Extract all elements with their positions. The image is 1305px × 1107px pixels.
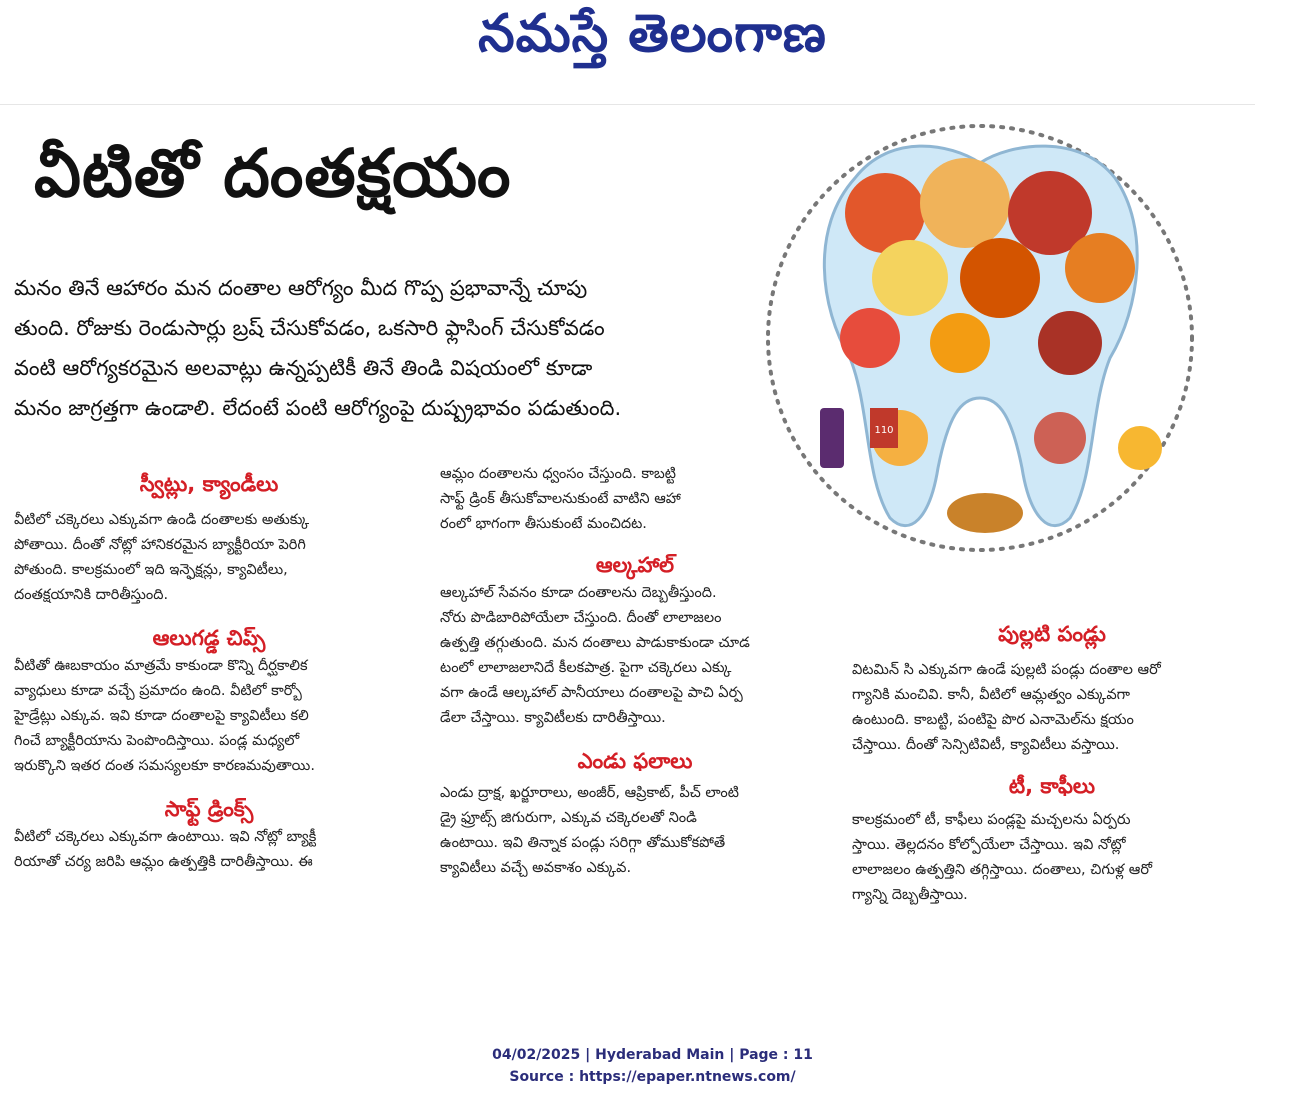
section-heading-softdrinks: సాఫ్ట్ డ్రింక్స్	[164, 797, 254, 821]
body-line: విటమిన్ సి ఎక్కువగా ఉండే పుల్లటి పండ్లు దంతాల ఆరో	[852, 662, 1161, 678]
food-item	[1034, 412, 1086, 464]
body-line: సాఫ్ట్ డ్రింక్ తీసుకోవాలనుకుంటే వాటిని ఆహా	[440, 491, 681, 507]
intro-line: తుంది. రోజుకు రెండుసార్లు బ్రష్ చేసుకోవడం, ఒకసారి ఫ్లాసింగ్ చేసుకోవడం	[14, 316, 605, 340]
section-heading-dryfruits: ఎండు ఫలాలు	[577, 749, 693, 773]
body-line: ఎండు ద్రాక్ష, ఖర్జూరాలు, అంజీర్, ఆప్రికాట్, పీచ్ లాంటి	[440, 785, 739, 801]
bottle-icon	[820, 408, 844, 468]
body-line: ఆమ్లం దంతాలను ధ్వంసం చేస్తుంది. కాబట్టి	[440, 466, 677, 482]
body-line: నోరు పొడిబారిపోయేలా చేస్తుంది. దీంతో లాలాజలం	[440, 610, 722, 626]
body-line: వగా ఉండే ఆల్కహాల్ పానీయాలు దంతాలపై పాచి ఏర్ప	[440, 685, 743, 701]
body-line: హైడ్రేట్లు ఎక్కువ. ఇవి కూడా దంతాలపై క్యావిటీలు కలి	[14, 708, 309, 724]
body-line: గించే బ్యాక్టీరియాను పెంపొందిస్తాయి. పండ్ల మధ్యలో	[14, 733, 300, 749]
body-line: దంతక్షయానికి దారితీస్తుంది.	[14, 587, 169, 603]
body-line: గ్యానికి మంచివి. కానీ, వీటిలో ఆమ్లత్వం ఎక్కువగా	[852, 687, 1130, 703]
body-line: పోతుంది. కాలక్రమంలో ఇది ఇన్ఫెక్షన్లు, క్యావిటీలు,	[14, 562, 288, 578]
article-headline: వీటితో దంతక్షయం	[34, 135, 512, 212]
section-heading-sweets: స్వీట్లు, క్యాండీలు	[139, 472, 279, 496]
body-line: వీటిలో చక్కెరలు ఎక్కువగా ఉండి దంతాలకు అతుక్కు	[14, 512, 310, 528]
masthead-divider	[0, 104, 1255, 105]
body-line: వ్యాధులు కూడా వచ్చే ప్రమాదం ఉంది. వీటిలో కార్బో	[14, 683, 302, 699]
body-line: వీటిలో చక్కెరలు ఎక్కువగా ఉంటాయి. ఇవి నోట్లో బ్యాక్టీ	[14, 829, 317, 845]
article-intro	[14, 268, 714, 428]
body-line: ఇరుక్కొని ఇతర దంత సమస్యలకూ కారణమవుతాయి.	[14, 758, 315, 774]
footer-edition-info: 04/02/2025 | Hyderabad Main | Page : 11	[492, 1047, 813, 1063]
column-2	[440, 462, 830, 881]
column-1	[14, 468, 404, 875]
body-line: వీటితో ఊబకాయం మాత్రమే కాకుండా కొన్ని దీర్ఘకాలిక	[14, 658, 308, 674]
food-item	[1038, 311, 1102, 375]
body-line: స్తాయి. తెల్లదనం కోల్పోయేలా చేస్తాయి. ఇవి నోట్లో	[852, 837, 1126, 853]
body-line: గ్యాన్ని దెబ్బతీస్తాయి.	[852, 887, 968, 903]
body-line: పోతాయి. దీంతో నోట్లో హానికరమైన బ్యాక్టీరియా పెరిగి	[14, 537, 306, 553]
body-line: ఉంటాయి. ఇవి తిన్నాక పండ్లు సరిగ్గా తోముకోకపోతే	[440, 835, 726, 851]
section-heading-teacoffee: టీ, కాఫీలు	[1008, 774, 1096, 798]
body-line: టంలో లాలాజలానిదే కీలకపాత్ర. పైగా చక్కెరలు ఎక్కు	[440, 660, 732, 676]
intro-line: వంటి ఆరోగ్యకరమైన అలవాట్లు ఉన్నప్పటికీ తినే తిండి విషయంలో కూడా	[14, 356, 593, 380]
body-line: డ్రై ఫ్రూట్స్ జిగురుగా, ఎక్కువ చక్కెరలతో నిండి	[440, 810, 697, 826]
burger-icon	[947, 493, 1023, 533]
footer-source-link[interactable]: Source : https://epaper.ntnews.com/	[509, 1069, 796, 1085]
intro-line: మనం తినే ఆహారం మన దంతాల ఆరోగ్యం మీద గొప్ప ప్రభావాన్నే చూపు	[14, 276, 588, 300]
body-line: కాలక్రమంలో టీ, కాఫీలు పండ్లపై మచ్చలను ఏర్పరు	[852, 812, 1131, 828]
section-heading-alcohol: ఆల్కహాల్	[595, 553, 675, 577]
intro-line: మనం జాగ్రత్తగా ఉండాలి. లేదంటే పంటి ఆరోగ్యంపై దుష్ప్రభావం పడుతుంది.	[14, 396, 622, 420]
body-line: క్యావిటీలు వచ్చే అవకాశం ఎక్కువ.	[440, 860, 632, 876]
section-heading-chips: ఆలుగడ్డ చిప్స్	[152, 626, 266, 650]
food-item	[930, 313, 990, 373]
column-3	[852, 618, 1252, 908]
masthead-title: నమస్తే తెలంగాణ	[478, 4, 827, 64]
body-line: ఆల్కహాల్ సేవనం కూడా దంతాలను దెబ్బతీస్తుంది.	[440, 585, 717, 601]
food-item	[920, 158, 1010, 248]
body-line: ఉత్పత్తి తగ్గుతుంది. మన దంతాలు పాడుకాకుండా చూడ	[440, 635, 750, 651]
body-line: లాలాజలం ఉత్పత్తిని తగ్గిస్తాయి. దంతాలు, చిగుళ్ల ఆరో	[852, 862, 1153, 878]
body-line: ఉంటుంది. కాబట్టి, పంటిపై పొర ఎనామెల్‌ను క్షయం	[852, 712, 1134, 728]
body-line: చేస్తాయి. దీంతో సెన్సిటివిటీ, క్యావిటీలు వస్తాయి.	[852, 737, 1120, 753]
food-item	[872, 240, 948, 316]
body-line: రంలో భాగంగా తీసుకుంటే మంచిదట.	[440, 516, 647, 532]
section-heading-citrus: పుల్లటి పండ్లు	[998, 622, 1106, 646]
food-item	[960, 238, 1040, 318]
page-footer	[0, 1044, 1305, 1088]
orange-icon	[1118, 426, 1162, 470]
body-line: డేలా చేస్తాయి. క్యావిటీలకు దారితీస్తాయి.	[440, 710, 666, 726]
body-line: రియాతో చర్య జరిపి ఆమ్లం ఉత్పత్తికి దారితీస్తాయి. ఈ	[14, 854, 313, 870]
food-item	[1065, 233, 1135, 303]
food-item	[840, 308, 900, 368]
fries-box-label: 110	[874, 425, 894, 436]
